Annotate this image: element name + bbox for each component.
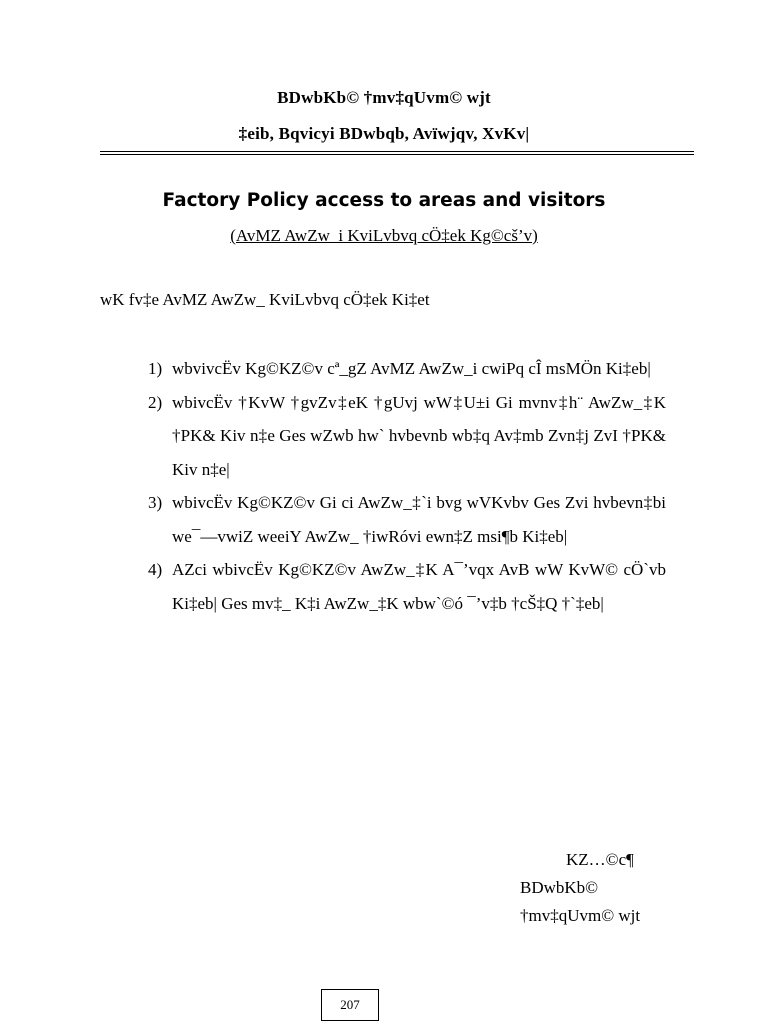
list-item bbox=[148, 553, 666, 620]
list-item bbox=[148, 386, 666, 487]
list-item bbox=[148, 352, 666, 386]
signature-authority: KZ…©c¶ bbox=[566, 850, 634, 869]
list-item-number: 1) bbox=[148, 359, 163, 378]
header-divider-thin bbox=[100, 154, 694, 155]
list-item-number: 4) bbox=[148, 560, 163, 579]
signature-company-suffix: †mv‡qUvm© wjt bbox=[520, 906, 641, 925]
list-item bbox=[148, 486, 666, 553]
list-item-number: 3) bbox=[148, 493, 163, 512]
page-number: 207 bbox=[321, 989, 379, 1021]
company-address: ‡eib, Bqvicyi BDwbqb, Avïwjqv, XvKv| bbox=[238, 124, 530, 143]
list-item-text: wbivcËv Kg©KZ©v Gi ci AwZw_‡`i bvg wVKvbv Ges Zvi hvbevn‡bi we¯—vwiZ weeiY AwZw_ †iwRóvi ewn‡Z msi¶b Ki‡eb| bbox=[172, 493, 666, 546]
header-divider bbox=[100, 151, 694, 152]
intro-text: wK fv‡e AvMZ AwZw_ KviLvbvq cÖ‡ek Ki‡et bbox=[100, 290, 430, 309]
signature-company: BDwbKb© bbox=[520, 878, 599, 897]
procedure-list bbox=[148, 352, 666, 620]
company-name: BDwbKb© †mv‡qUvm© wjt bbox=[277, 88, 491, 107]
list-item-text: AZci wbivcËv Kg©KZ©v AwZw_‡K A¯’vqx AvB wW KvW© cÖ`vb Ki‡eb| Ges mv‡_ K‡i AwZw_‡K wbw`©ó ¯’v‡b †cŠ‡Q †`‡eb| bbox=[172, 560, 666, 613]
list-item-number: 2) bbox=[148, 392, 163, 412]
list-item-text: wbvivcËv Kg©KZ©v cª_gZ AvMZ AwZw_i cwiPq cÎ msMÖn Ki‡eb| bbox=[172, 359, 651, 378]
document-subtitle: (AvMZ AwZw_i KviLvbvq cÖ‡ek Kg©cš’v) bbox=[230, 226, 538, 245]
list-item-text: wbivcËv †KvW †gvZv‡eK †gUvj wW‡U±i Gi mvnv‡h¨ AwZw_‡K †PK& Kiv n‡e Ges wZwb hw` hvbevnb wb‡q Av‡mb Zvn‡j ZvI †PK& Kiv n‡e| bbox=[172, 392, 666, 479]
document-title: Factory Policy access to areas and visitors bbox=[162, 190, 606, 211]
